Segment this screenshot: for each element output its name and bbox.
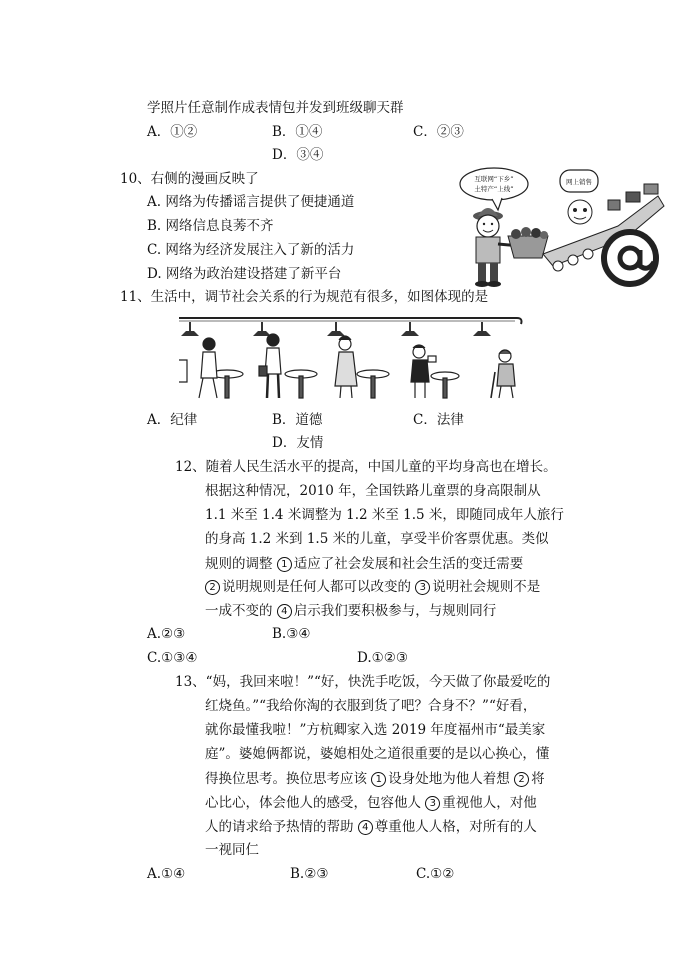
q9-option-a[interactable]: A．①② bbox=[147, 124, 198, 140]
q12-line5-text-2: 适应了社会发展和社会生活的变迁需要 bbox=[293, 556, 524, 572]
q13-stem-line-8: 一视同仁 bbox=[205, 842, 259, 858]
q12-option-a[interactable]: A.②③ bbox=[147, 626, 186, 642]
q13-stem-line-5 bbox=[205, 772, 545, 787]
elderly-person-icon bbox=[491, 350, 515, 398]
q12-option-d[interactable]: D.①②③ bbox=[357, 650, 408, 666]
q9-stem-continuation: 学照片任意制作成表情包并发到班级聊天群 bbox=[147, 100, 404, 116]
q12-stem-line-3: 1.1 米至 1.4 米调整为 1.2 米至 1.5 米，即随同成年人旅行 bbox=[205, 507, 564, 523]
q12-stem-line-6 bbox=[205, 580, 540, 595]
q12-stem-line-1: 12、随着人民生活水平的提高，中国儿童的平均身高也在增长。 bbox=[175, 459, 557, 475]
q13-line6-text: 心比心，体会他人的感受，包容他人 bbox=[205, 795, 426, 811]
circled-number-icon: 4 bbox=[277, 604, 292, 619]
q12-option-b[interactable]: B.③④ bbox=[272, 626, 311, 642]
q13-option-b[interactable]: B.②③ bbox=[290, 866, 329, 882]
circled-number-icon: 4 bbox=[358, 820, 373, 835]
bubble1-line2: 土特产“上线” bbox=[474, 185, 514, 193]
q13-stem-line-3: 就你最懂我啦！”方杭卿家入选 2019 年度福州市“最美家 bbox=[205, 722, 546, 738]
q13-stem-line-4: 庭”。婆媳俩都说，婆媳相处之道很重要的是以心换心，懂 bbox=[205, 746, 550, 762]
q13-line5-text-3: 将 bbox=[531, 771, 545, 787]
q12-stem-line-7 bbox=[205, 604, 496, 619]
circled-number-icon: 2 bbox=[514, 772, 529, 787]
circled-number-icon: 1 bbox=[277, 557, 292, 572]
q9-option-d[interactable]: D．③④ bbox=[272, 147, 324, 163]
q10-option-b[interactable]: B. 网络信息良莠不齐 bbox=[147, 218, 274, 234]
q9-option-c[interactable]: C．②③ bbox=[413, 124, 464, 140]
q12-line6-text: 说明规则是任何人都可以改变的 bbox=[222, 579, 416, 595]
q13-line6-text-2: 重视他人，对他 bbox=[442, 795, 537, 811]
q10-option-c[interactable]: C. 网络为经济发展注入了新的活力 bbox=[147, 242, 355, 258]
q11-illustration bbox=[175, 312, 525, 404]
bubble2-text: 网上销售 bbox=[566, 178, 592, 186]
q11-option-c[interactable]: C．法律 bbox=[413, 412, 464, 428]
q10-option-a[interactable]: A. 网络为传播谣言提供了便捷通道 bbox=[147, 194, 355, 210]
person-icon bbox=[179, 338, 217, 398]
circled-number-icon: 3 bbox=[415, 580, 430, 595]
q13-option-c[interactable]: C.①② bbox=[416, 866, 455, 882]
q13-stem-line-2: 红烧鱼。”“我给你淘的衣服到货了吧？合身不？”“好看， bbox=[205, 698, 537, 714]
person-icon bbox=[259, 334, 281, 398]
q13-stem-line-1: 13、“妈，我回来啦！”“好，快洗手吃饭，今天做了你最爱吃的 bbox=[175, 674, 551, 690]
speech-bubble-icon bbox=[460, 168, 528, 200]
person-icon bbox=[411, 345, 436, 398]
q12-stem-line-2: 根据这种情况，2010 年，全国铁路儿童票的身高限制从 bbox=[205, 483, 541, 499]
q10-option-d[interactable]: D. 网络为政治建设搭建了新平台 bbox=[147, 266, 342, 282]
q12-stem-line-4: 的身高 1.2 米到 1.5 米的儿童，享受半价客票优惠。类似 bbox=[205, 531, 549, 547]
q11-option-a[interactable]: A．纪律 bbox=[147, 412, 198, 428]
q9-option-b[interactable]: B．①④ bbox=[272, 124, 323, 140]
q13-line7-text-2: 尊重他人人格，对所有的人 bbox=[374, 819, 537, 835]
q13-line7-text: 人的请求给予热情的帮助 bbox=[205, 819, 358, 835]
q12-line6-text-2: 说明社会规则不是 bbox=[432, 579, 541, 595]
circled-number-icon: 3 bbox=[425, 796, 440, 811]
circled-number-icon: 2 bbox=[205, 580, 220, 595]
q11-stem: 11、生活中，调节社会关系的行为规范有很多，如图体现的是 bbox=[120, 289, 489, 305]
at-sign-icon bbox=[604, 232, 656, 284]
q12-option-c[interactable]: C.①③④ bbox=[147, 650, 198, 666]
q13-stem-line-6 bbox=[205, 796, 537, 811]
q12-line7-text-2: 启示我们要积极参与，与规则同行 bbox=[293, 603, 497, 619]
q11-option-d[interactable]: D．友情 bbox=[272, 435, 324, 451]
bubble1-line1: 互联网“下乡” bbox=[474, 175, 514, 183]
q13-option-a[interactable]: A.①④ bbox=[147, 866, 186, 882]
q13-line5-text-2: 设身处地为他人着想 bbox=[388, 771, 515, 787]
q12-stem-line-5 bbox=[205, 557, 523, 572]
q12-line7-text: 一成不变的 bbox=[205, 603, 277, 619]
person-icon bbox=[335, 336, 357, 398]
q13-line5-text: 得换位思考。换位思考应该 bbox=[205, 771, 372, 787]
q12-line5-text: 规则的调整 bbox=[205, 556, 277, 572]
q10-stem: 10、右侧的漫画反映了 bbox=[120, 171, 259, 187]
basket-icon bbox=[508, 227, 548, 258]
q13-stem-line-7 bbox=[205, 820, 537, 835]
q11-option-b[interactable]: B．道德 bbox=[272, 412, 323, 428]
circled-number-icon: 1 bbox=[371, 772, 386, 787]
q10-cartoon bbox=[458, 166, 668, 288]
